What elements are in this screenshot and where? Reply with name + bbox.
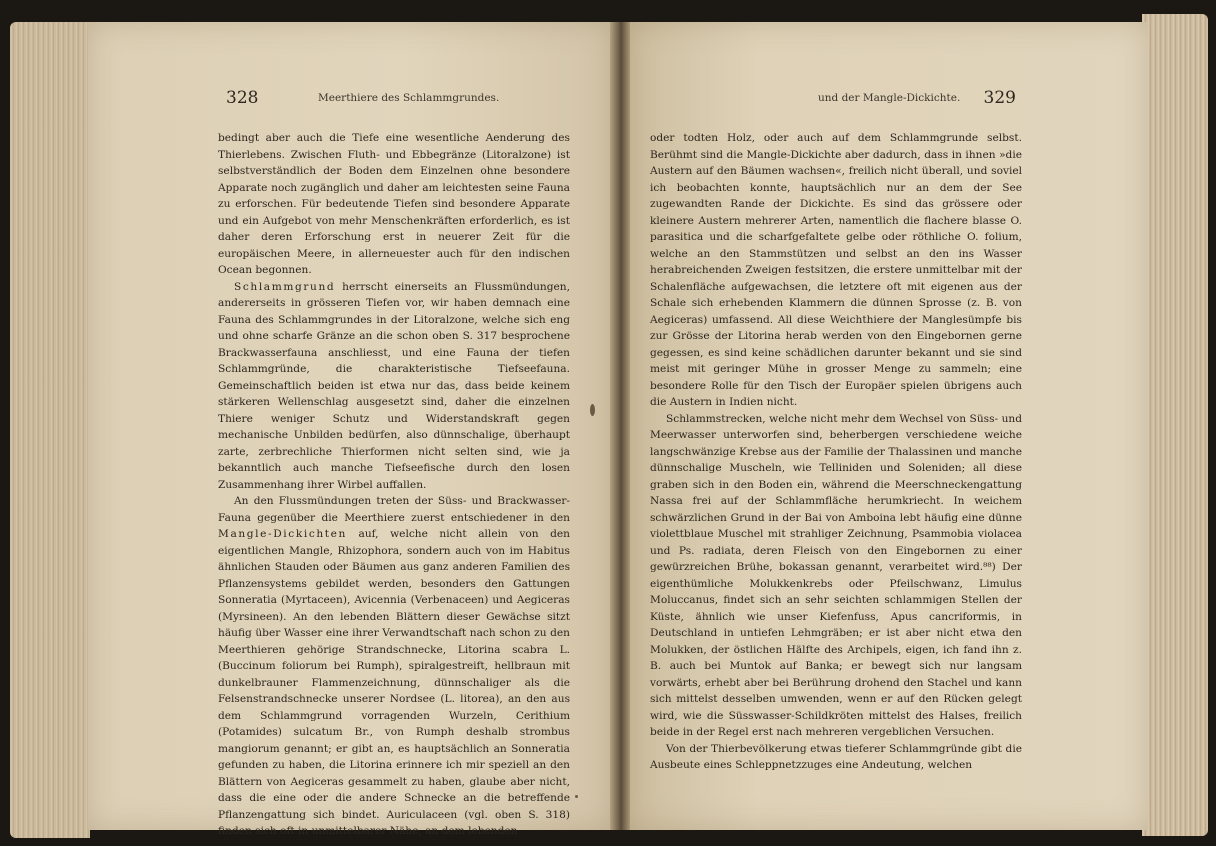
emphasized-term: Mangle-Dickichten [218, 528, 347, 540]
paragraph [218, 493, 570, 840]
paragraph-body: herrscht einerseits an Flussmündungen, andererseits in grösseren Tiefen vor, wir haben demnach eine Fauna des Schlammgrundes in der Litoralzone, welche sich eng und ohne scharfe Gränze an die schon oben S. 317 besprochene Brackwasserfauna anschliesst, und eine Fauna der tiefen Schlammgründe, die charakteristische Tiefseefauna. Gemeinschaftlich beiden ist etwa nur das, dass beide keinem stärkeren Wellenschlag ausgesetzt sind, daher die einzelnen Thiere weniger Schutz und Widerstandskraft gegen mechanische Unbilden bedürfen, also dünnschalige, überhaupt zarte, zerbrechliche Thierformen nicht selten sind, wie ja bekanntlich auch manche Tiefseefische durch den losen Zusammenhang ihrer Wirbel auffallen. [218, 280, 570, 491]
left-page-header [226, 88, 570, 114]
left-page-edges [10, 22, 90, 838]
right-page-text [650, 130, 1022, 774]
left-running-head: Meerthiere des Schlammgrundes. [318, 92, 500, 104]
paragraph [218, 279, 570, 494]
right-page-edges [1142, 14, 1208, 836]
paragraph: Von der Thierbevölkerung etwas tieferer Schlammgründe gibt die Ausbeute eines Schleppnetzzuges eine Andeutung, welchen [650, 742, 1022, 771]
paper-speck [590, 404, 595, 416]
paragraph: bedingt aber auch die Tiefe eine wesentliche Aenderung des Thierlebens. Zwischen Fluth- und Ebbegränze (Litoralzone) ist selbstverständlich der Boden dem Einzelnen ohne besondere Apparate noch zugänglich und daher am leichtesten seine Fauna zu erforschen. Für bedeutende Tiefen sind besondere Apparate und ein Aufgebot von mehr Menschenkräften erforderlich, es ist daher deren Erforschung erst in neuerer Zeit für die europäischen Meere, in allerneuester auch für den indischen Ocean begonnen. [218, 132, 570, 276]
paper-speck [575, 795, 578, 798]
right-page-number: 329 [983, 88, 1016, 108]
left-page-number: 328 [226, 88, 259, 108]
paragraph: Schlammstrecken, welche nicht mehr dem Wechsel von Süss- und Meerwasser unterworfen sind, beherbergen verschiedene weiche langschwänzige Krebse aus der Familie der Thalassinen und manche dünnschalige Muscheln, wie Telliniden und Soleniden; all diese graben sich in den Boden ein, während die Meerschneckengattung Nassa frei auf der Schlammfläche herumkriecht. In weichem schwärzlichen Grund in der Bai von Amboina lebt häufig eine dünne violettblaue Muschel mit strahliger Zeichnung, Psammobia violacea und Ps. radiata, deren Fleisch von den Eingebornen zu einer gewürzreichen Brühe, bokassan genannt, verarbeitet wird.⁸⁸) Der eigenthümliche Molukkenkrebs oder Pfeilschwanz, Limulus Moluccanus, findet sich an sehr seichten schlammigen Stellen der Küste, ähnlich wie unser Kiefenfuss, Apus cancriformis, in Deutschland in untiefen Lehmgräben; er ist aber nicht etwa den Molukken, der östlichen Hälfte des Archipels, eigen, ich fand ihn z. B. auch bei Muntok auf Banka; er bewegt sich nur langsam vorwärts, erhebt aber bei Berührung drohend den Stachel und kann sich mittelst desselben umwenden, wenn er auf den Rücken gelegt wird, wie die Süsswasser-Schildkröten mittelst des Halses, freilich beide in der Regel erst nach mehreren vergeblichen Versuchen. [650, 412, 1022, 738]
left-page-text [218, 130, 570, 840]
book-gutter [610, 22, 630, 830]
paragraph-body: auf, welche nicht allein von den eigentlichen Mangle, Rhizophora, sondern auch von im Habitus ähnlichen Stauden oder Bäumen aus ganz anderen Familien des Pflanzensystems gebildet werden, besonders den Gattungen Sonneratia (Myrtaceen), Avicennia (Verbenaceen) und Aegiceras (Myrsineen). An den lebenden Blättern dieser Gewächse sitzt häufig über Wasser eine ihrer Verwandtschaft nach schon zu den Meerthieren gehörige Strandschnecke, Litorina scabra L. (Buccinum foliorum bei Rumph), spiralgestreift, hellbraun mit dunkelbrauner Flammenzeichnung, dünnschaliger als die Felsenstrandschnecke unserer Nordsee (L. litorea), an den aus dem Schlammgrund vorragenden Wurzeln, Cerithium (Potamides) sulcatum Br., von Rumph deshalb strombus mangiorum genannt; er gibt an, es hauptsächlich an Sonneratia gefunden zu haben, die Litorina erinnere ich mir speziell an den Blättern von Aegiceras gesammelt zu haben, glaube aber nicht, dass die eine oder die andere Schnecke an die betreffende Pflanzengattung sich bindet. Auriculaceen (vgl. oben S. 318) finden sich oft in unmittelbarer Nähe, an dem lebenden [218, 528, 570, 837]
paragraph: oder todten Holz, oder auch auf dem Schlammgrunde selbst. Berühmt sind die Mangle-Dickichte aber dadurch, dass in ihnen »die Austern auf den Bäumen wachsen«, freilich nicht überall, und soviel ich beobachten konnte, hauptsächlich nur an dem der See zugewandten Rande der Dickichte. Es sind das grössere oder kleinere Austern mehrerer Arten, namentlich die flachere blasse O. parasitica und die scharfgefaltete gelbe oder röthliche O. folium, welche an den Stammstützen und selbst an den ins Wasser herabreichenden Zweigen festsitzen, die erstere unmittelbar mit der Schalenfläche aufgewachsen, die letztere oft mit eigenen aus der Schale sich erhebenden Klammern die dünnen Sprosse (z. B. von Aegiceras) umfassend. All diese Weichthiere der Manglesümpfe bis zur Grösse der Litorina herab werden von den Eingebornen gerne gegessen, es sind keine schädlichen darunter bekannt und sie sind meist mit geringer Mühe in grosser Menge zu sammeln; eine besondere Rolle für den Tisch der Europäer spielen übrigens auch die Austern in Indien nicht. [650, 132, 1022, 408]
right-page-header [668, 88, 1016, 114]
emphasized-term: Schlammgrund [234, 280, 336, 293]
paragraph-body: An den Flussmündungen treten der Süss- und Brackwasser-Fauna gegenüber die Meerthiere zuerst entschiedener in den [218, 495, 570, 524]
right-running-head: und der Mangle-Dickichte. [818, 92, 961, 104]
